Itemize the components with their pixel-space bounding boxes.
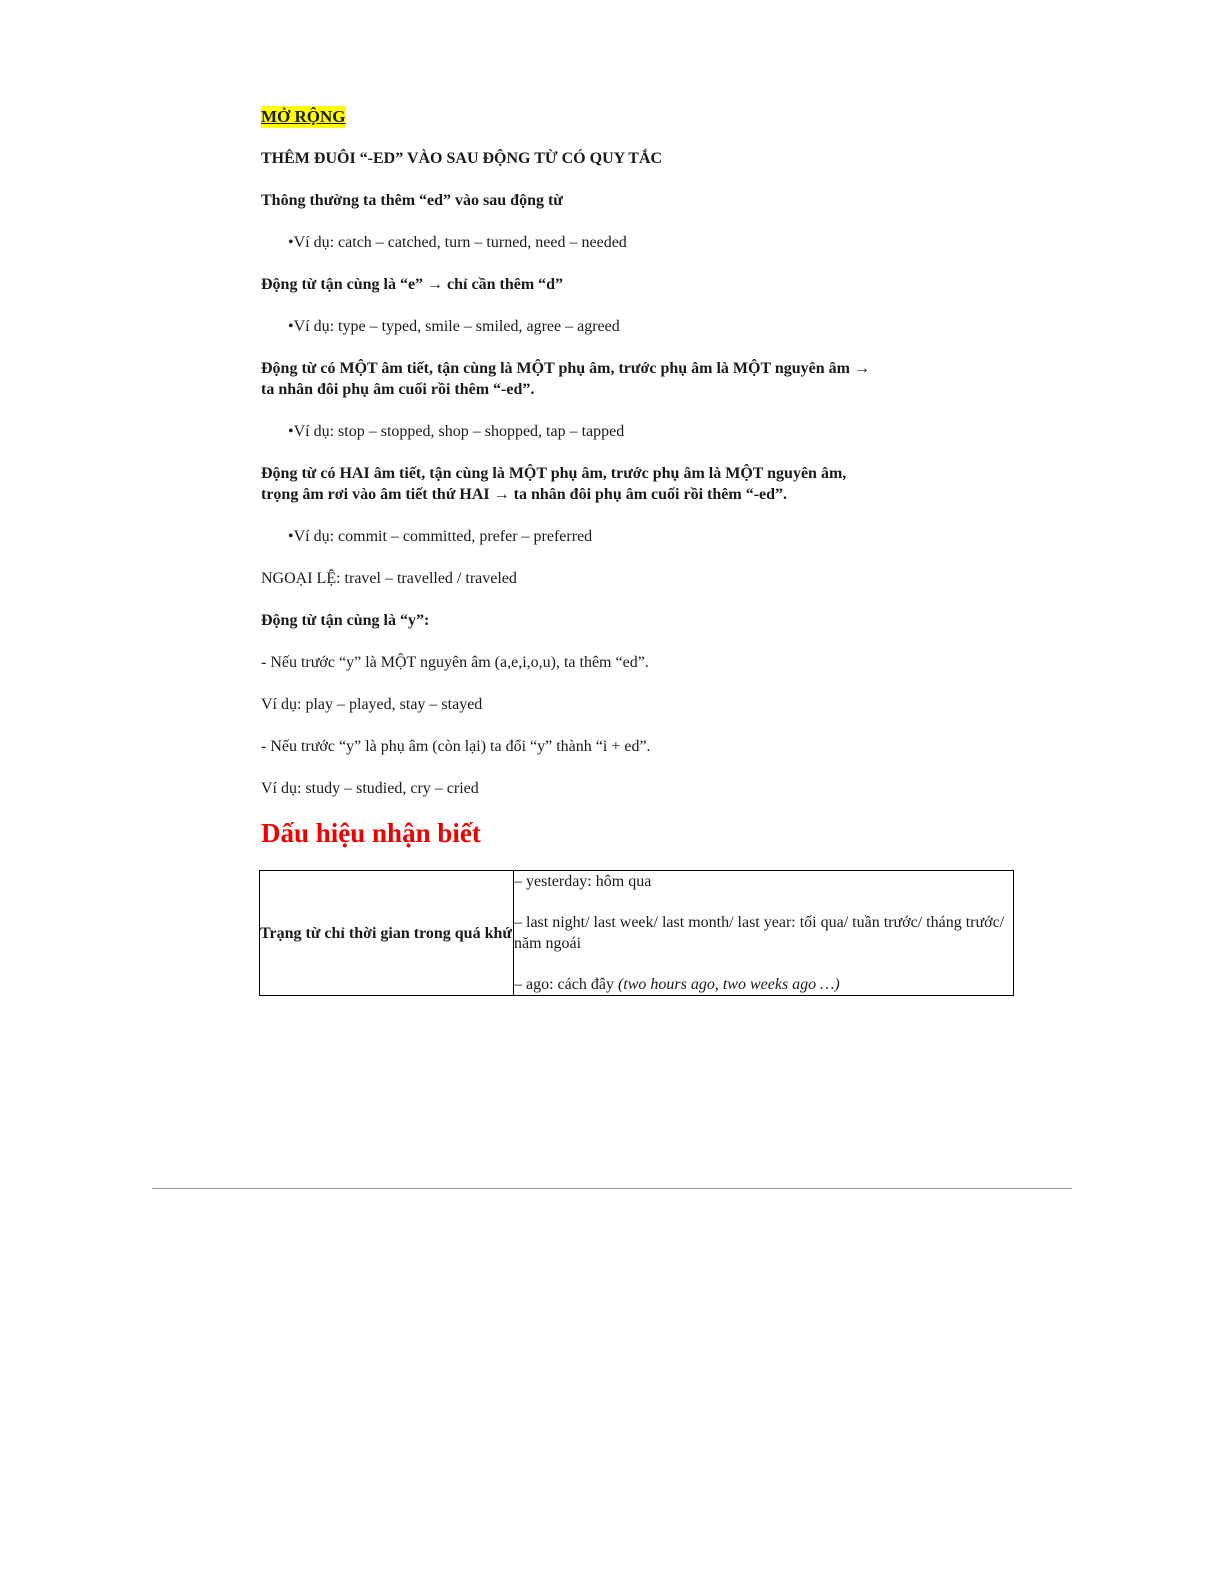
sign-item-last: – last night/ last week/ last month/ last year: tối qua/ tuần trước/ tháng trước/ năm ngoái bbox=[514, 914, 1005, 952]
exception-note: NGOẠI LỆ: travel – travelled / traveled bbox=[261, 570, 517, 587]
rule-4-text-line2: trọng âm rơi vào âm tiết thứ HAI → ta nhân đôi phụ âm cuối rồi thêm “-ed”. bbox=[261, 486, 788, 503]
rule-1-text: Thông thường ta thêm “ed” vào sau động từ bbox=[261, 192, 563, 209]
section-heading: MỞ RỘNG bbox=[261, 107, 346, 126]
sign-item-yesterday: – yesterday: hôm qua bbox=[514, 873, 652, 890]
signs-table bbox=[259, 870, 1014, 996]
page-divider bbox=[152, 1188, 1072, 1189]
sign-item-ago-example: (two hours ago, two weeks ago …) bbox=[617, 976, 840, 993]
signs-items-cell bbox=[514, 871, 1014, 996]
signs-title: Dấu hiệu nhận biết bbox=[261, 818, 481, 848]
sign-item-ago bbox=[514, 974, 1013, 995]
rule-4-example: •Ví dụ: commit – committed, prefer – preferred bbox=[288, 528, 593, 545]
rule-4-text-line1: Động từ có HAI âm tiết, tận cùng là MỘT phụ âm, trước phụ âm là MỘT nguyên âm, bbox=[261, 465, 847, 482]
rule-1-example: •Ví dụ: catch – catched, turn – turned, need – needed bbox=[288, 234, 627, 251]
y-rule-title: Động từ tận cùng là “y”: bbox=[261, 612, 430, 629]
signs-label: Trạng từ chỉ thời gian trong quá khứ bbox=[260, 924, 512, 942]
y-rule-case-2: - Nếu trước “y” là phụ âm (còn lại) ta đổi “y” thành “i + ed”. bbox=[261, 738, 651, 755]
rule-2-example: •Ví dụ: type – typed, smile – smiled, agree – agreed bbox=[288, 318, 620, 335]
heading-row bbox=[261, 106, 1021, 128]
rule-3-text-line1: Động từ có MỘT âm tiết, tận cùng là MỘT phụ âm, trước phụ âm là MỘT nguyên âm → bbox=[261, 360, 870, 377]
sign-item-ago-text: – ago: cách đây bbox=[514, 976, 618, 993]
document-body bbox=[261, 106, 1021, 850]
y-rule-case-1: - Nếu trước “y” là MỘT nguyên âm (a,e,i,o,u), ta thêm “ed”. bbox=[261, 654, 649, 671]
rule-3-example: •Ví dụ: stop – stopped, shop – shopped, tap – tapped bbox=[288, 423, 625, 440]
page-title: THÊM ĐUÔI “-ED” VÀO SAU ĐỘNG TỪ CÓ QUY TẮC bbox=[261, 150, 663, 167]
rule-2-text: Động từ tận cùng là “e” → chỉ cần thêm “d” bbox=[261, 276, 564, 293]
table-row bbox=[260, 871, 1014, 996]
y-rule-example-1: Ví dụ: play – played, stay – stayed bbox=[261, 696, 483, 713]
signs-label-cell bbox=[260, 871, 514, 996]
rule-3-text-line2: ta nhân đôi phụ âm cuối rồi thêm “-ed”. bbox=[261, 381, 535, 398]
y-rule-example-2: Ví dụ: study – studied, cry – cried bbox=[261, 780, 479, 797]
